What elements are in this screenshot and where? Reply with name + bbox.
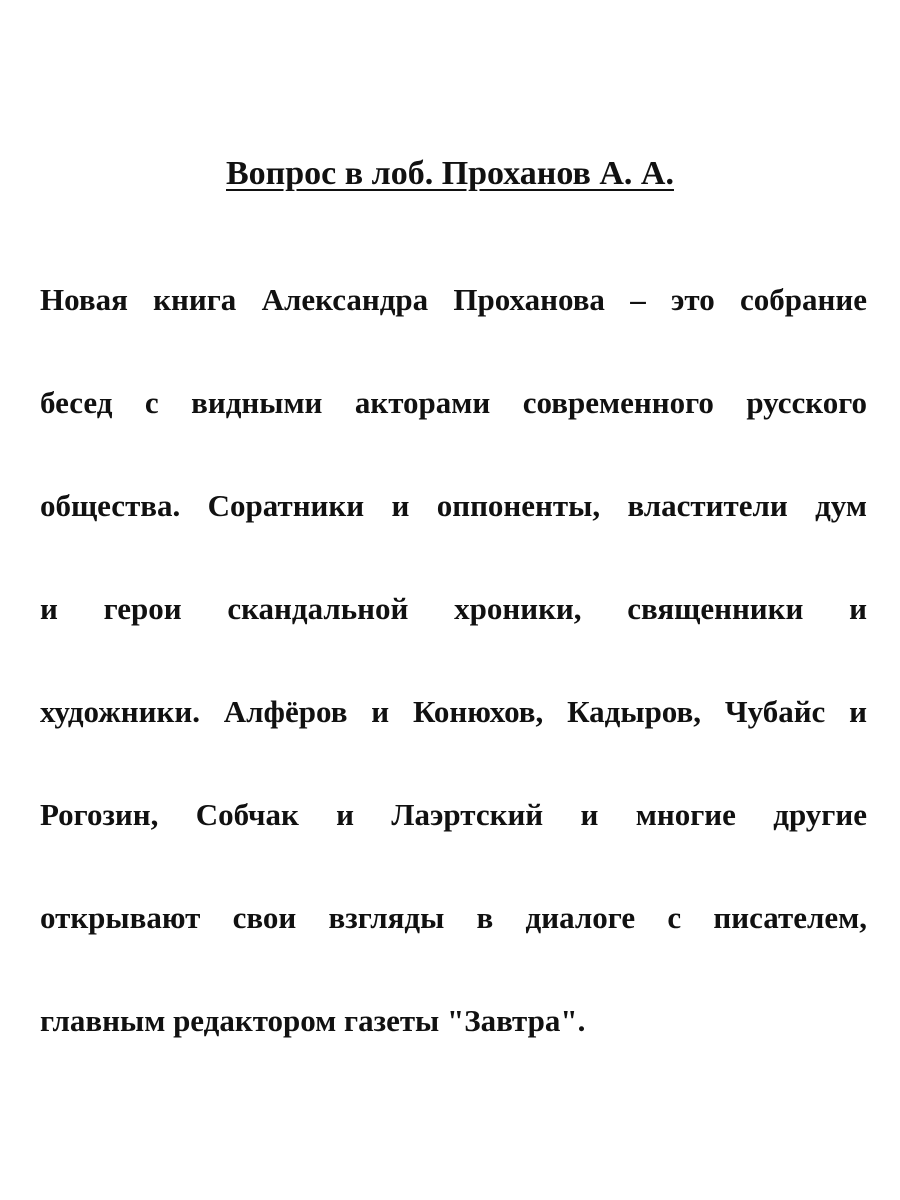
paragraph-line: бесед с видными акторами современного русского <box>40 385 867 420</box>
paragraph-line: художники. Алфёров и Конюхов, Кадыров, Чубайс и <box>40 694 867 729</box>
paragraph-line: Рогозин, Собчак и Лаэртский и многие другие <box>40 797 867 832</box>
paragraph-line: Новая книга Александра Проханова – это собрание <box>40 282 867 317</box>
paragraph-line: главным редактором газеты "Завтра". <box>40 1003 586 1038</box>
document-body <box>40 275 867 1099</box>
paragraph-line: и герои скандальной хроники, священники и <box>40 591 867 626</box>
paragraph-line: общества. Соратники и оппоненты, властители дум <box>40 488 867 523</box>
document-title <box>0 152 900 196</box>
paragraph-line: открывают свои взгляды в диалоге с писателем, <box>40 900 867 935</box>
title-text: Вопрос в лоб. Проханов А. А. <box>226 155 674 192</box>
